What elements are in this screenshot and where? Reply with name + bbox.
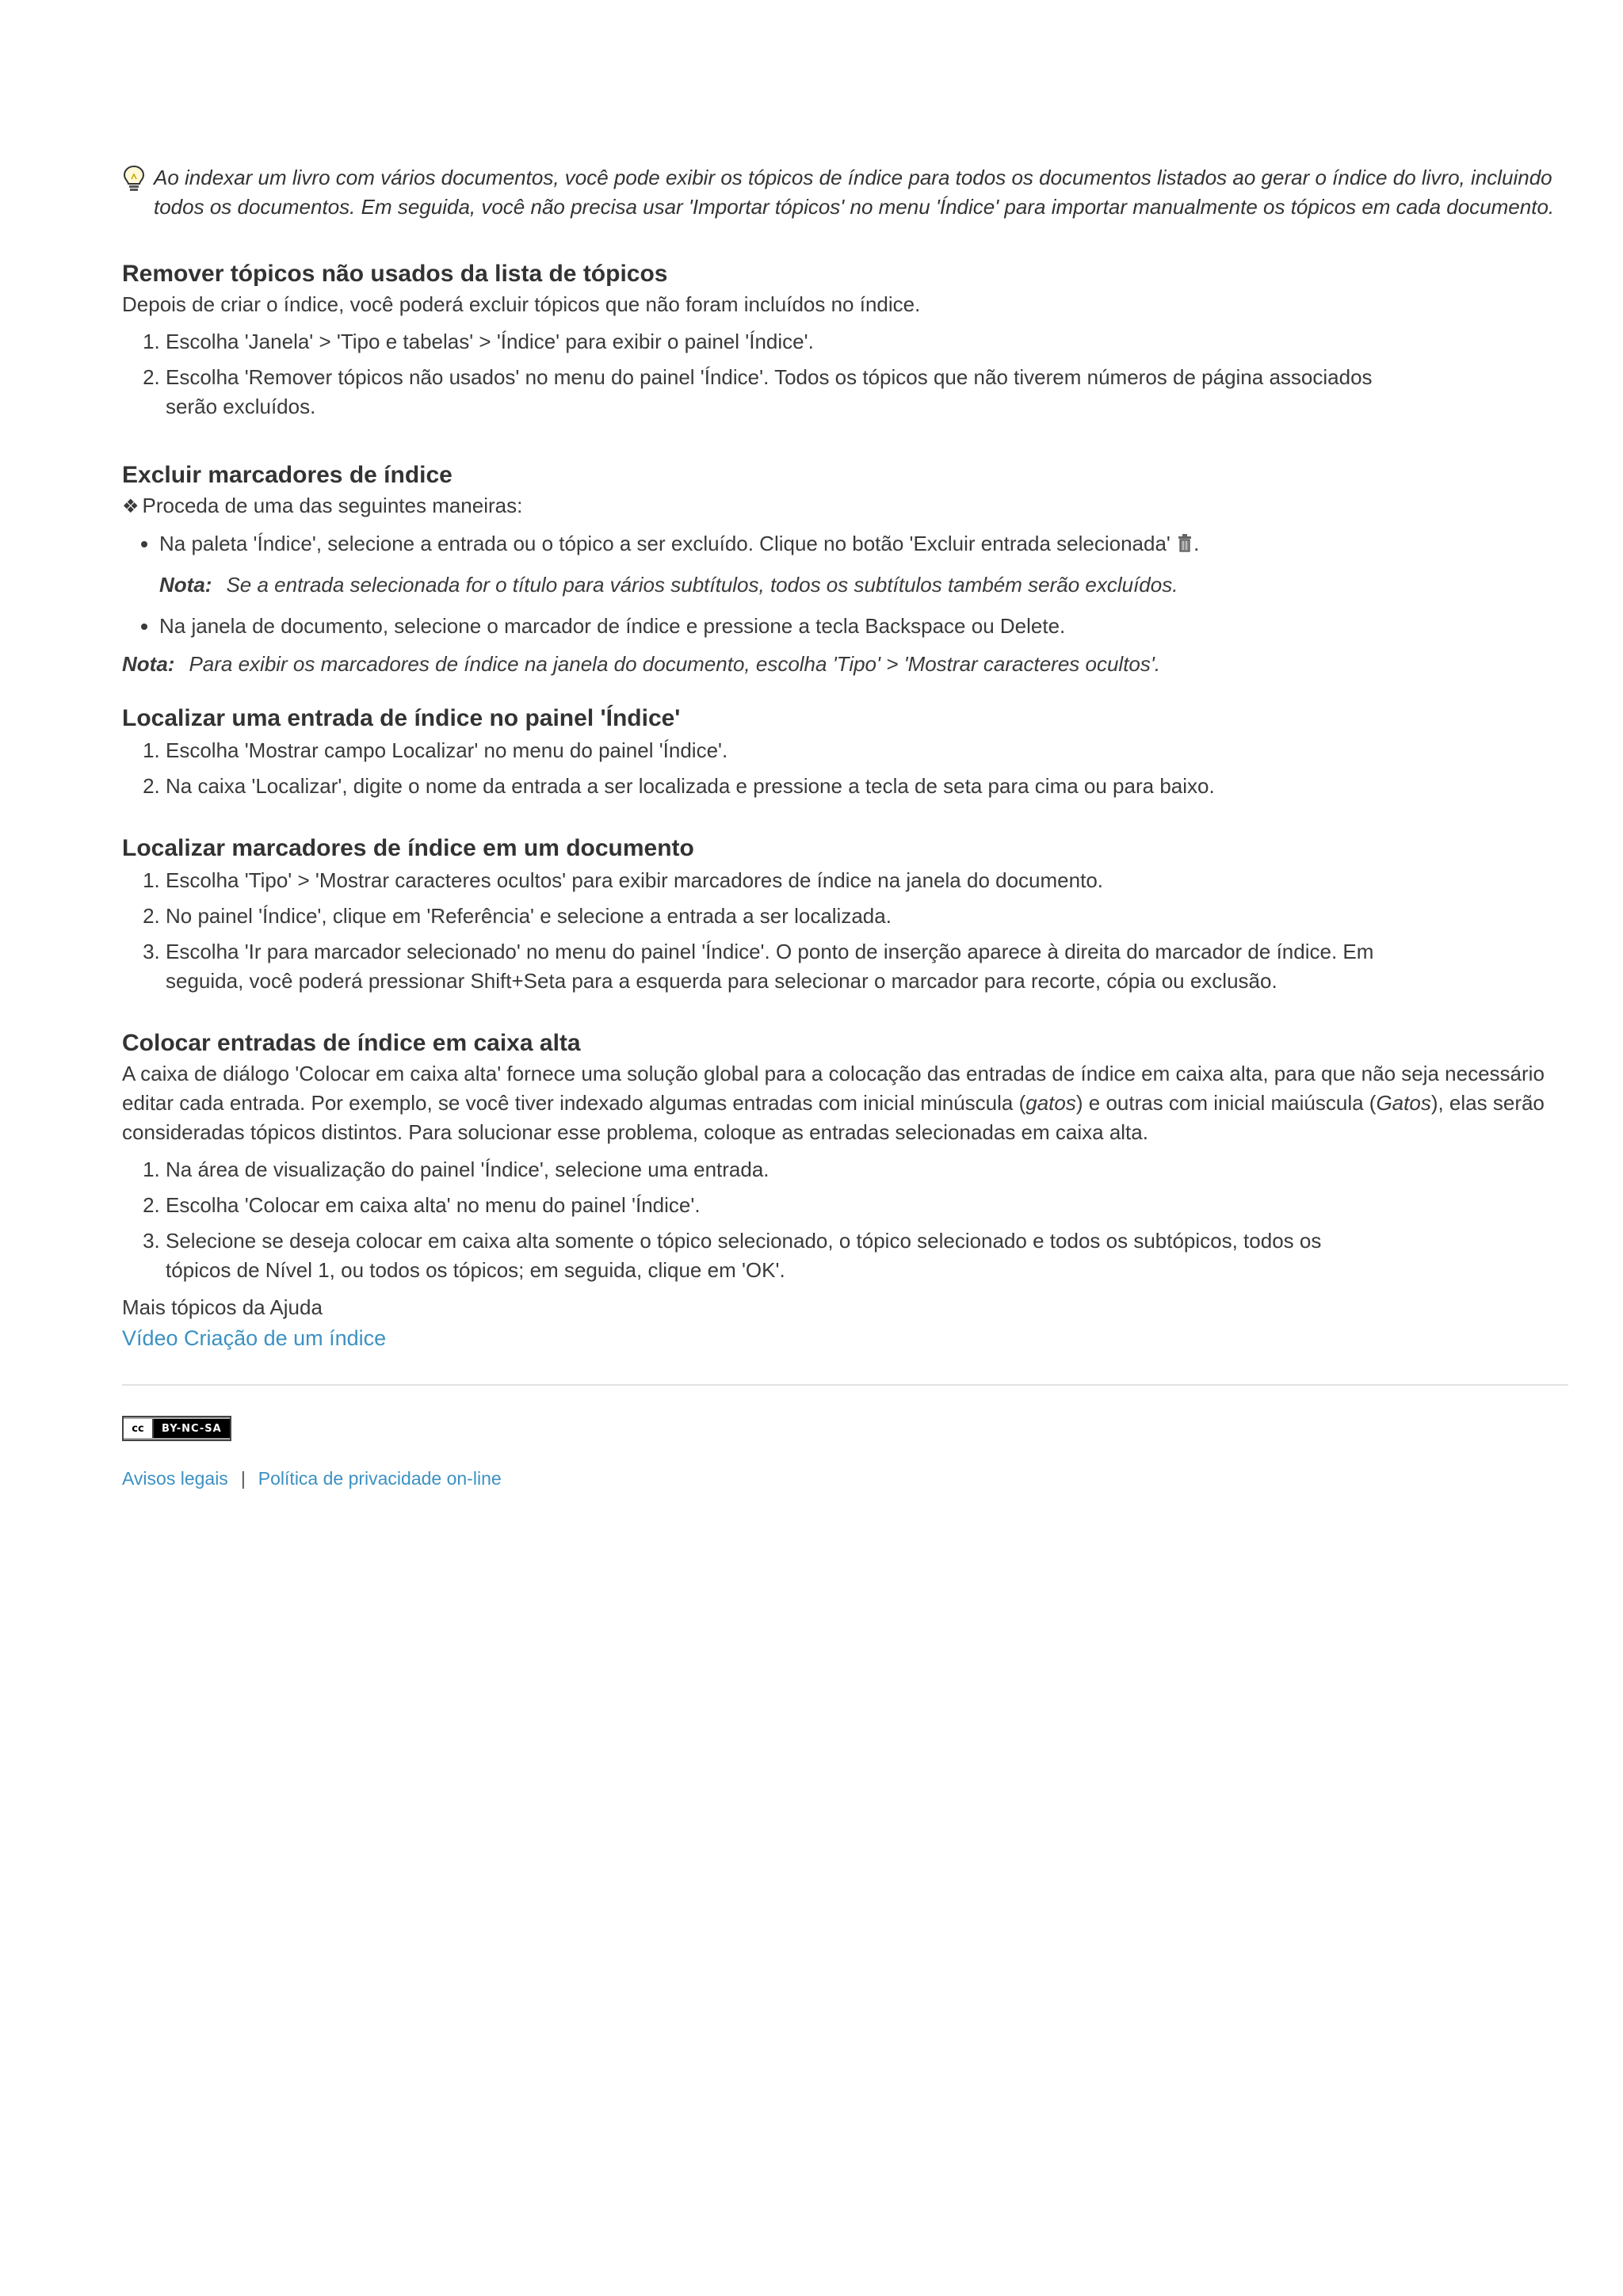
list-item: 1. Escolha 'Tipo' > 'Mostrar caracteres ocultos' para exibir marcadores de índice na janela do documento.: [166, 866, 1386, 895]
trash-icon: [1178, 534, 1192, 553]
steps-list: [122, 736, 1568, 801]
section-find-markers: [122, 833, 1568, 996]
list-item: 1. Escolha 'Mostrar campo Localizar' no menu do painel 'Índice'.: [166, 736, 1568, 765]
diamond-bullet-icon: ❖: [122, 496, 139, 517]
section-intro: Depois de criar o índice, você poderá excluir tópicos que não foram incluídos no índice.: [122, 292, 921, 316]
tip-block: [122, 163, 1568, 222]
section-find-entry: [122, 703, 1568, 801]
section-title: Excluir marcadores de índice: [122, 462, 453, 488]
lightbulb-icon: [122, 165, 146, 193]
section-intro: Proceda de uma das seguintes maneiras:: [142, 494, 523, 517]
steps-list: [122, 1155, 1386, 1285]
more-help-label: Mais tópicos da Ajuda: [122, 1295, 323, 1319]
list-item: 3. Escolha 'Ir para marcador selecionado' no menu do painel 'Índice'. O ponto de inserção aparece à direita do marcador de índice. Em seguida, você poderá pressionar Shift+Seta para a esquerda para selecionar o marcador para recorte, cópia ou exclusão.: [166, 937, 1386, 996]
list-item: • Na paleta 'Índice', selecione a entrada ou o tópico a ser excluído. Clique no botão 'Excluir entrada selecionada' .: [159, 529, 1568, 559]
section-title: Remover tópicos não usados da lista de tópicos: [122, 261, 668, 287]
section-intro: A caixa de diálogo 'Colocar em caixa alta' fornece uma solução global para a colocação das entradas de índice em caixa alta, para que não seja necessário editar cada entrada. Por exemplo, se você tiver indexado algumas entradas com inicial minúscula (gatos) e outras com inicial maiúscula (Gatos), elas serão consideradas tópicos distintos. Para solucionar esse problema, coloque as entradas selecionadas em caixa alta.: [122, 1062, 1545, 1144]
section-delete-markers: [122, 460, 1568, 679]
note: [122, 650, 1568, 679]
divider: [122, 1384, 1568, 1386]
license-text: BY-NC-SA: [154, 1419, 230, 1438]
privacy-policy-link[interactable]: Política de privacidade on-line: [258, 1468, 502, 1489]
page-content: [122, 163, 1568, 1489]
note-text: Para exibir os marcadores de índice na janela do documento, escolha 'Tipo' > 'Mostrar caracteres ocultos'.: [189, 652, 1161, 676]
list-item: 3. Selecione se deseja colocar em caixa alta somente o tópico selecionado, o tópico selecionado e todos os subtópicos, todos os tópicos de Nível 1, ou todos os tópicos; em seguida, clique em 'OK'.: [166, 1226, 1386, 1285]
note-label: Nota:: [159, 573, 212, 597]
section-title: Localizar marcadores de índice em um documento: [122, 835, 694, 861]
steps-list: [122, 327, 1386, 421]
video-link[interactable]: Vídeo Criação de um índice: [122, 1326, 387, 1350]
list-item: 2. No painel 'Índice', clique em 'Referência' e selecione a entrada a ser localizada.: [166, 902, 1386, 931]
inset-note: [159, 570, 1568, 600]
license-badge[interactable]: [122, 1416, 1568, 1441]
section-title: Localizar uma entrada de índice no painel 'Índice': [122, 705, 681, 731]
list-item: 1. Escolha 'Janela' > 'Tipo e tabelas' > 'Índice' para exibir o painel 'Índice'.: [166, 327, 1386, 357]
list-item: 2. Escolha 'Colocar em caixa alta' no menu do painel 'Índice'.: [166, 1191, 1386, 1220]
section-title: Colocar entradas de índice em caixa alta: [122, 1030, 581, 1056]
more-help: [122, 1293, 1568, 1354]
footer-links: [122, 1468, 1568, 1489]
section-remove-topics: [122, 258, 1568, 421]
list-item: 2. Escolha 'Remover tópicos não usados' no menu do painel 'Índice'. Todos os tópicos que não tiverem números de página associados serão excluídos.: [166, 363, 1386, 421]
footer-separator: |: [240, 1468, 246, 1489]
cc-logo: cc: [124, 1419, 154, 1438]
list-item: 2. Na caixa 'Localizar', digite o nome da entrada a ser localizada e pressione a tecla de seta para cima ou para baixo.: [166, 772, 1568, 801]
note-text: Se a entrada selecionada for o título para vários subtítulos, todos os subtítulos também serão excluídos.: [226, 573, 1178, 597]
bullet-list: [122, 529, 1568, 641]
list-item: 1. Na área de visualização do painel 'Índice', selecione uma entrada.: [166, 1155, 1386, 1184]
legal-notices-link[interactable]: Avisos legais: [122, 1468, 228, 1489]
steps-list: [122, 866, 1386, 996]
list-item: • Na janela de documento, selecione o marcador de índice e pressione a tecla Backspace ou Delete.: [159, 612, 1568, 641]
note-label: Nota:: [122, 652, 175, 676]
section-capitalize: [122, 1028, 1568, 1285]
tip-text: Ao indexar um livro com vários documentos, você pode exibir os tópicos de índice para todos os documentos listados ao gerar o índice do livro, incluindo todos os documentos. Em seguida, você não precisa usar 'Importar tópicos' no menu 'Índice' para importar manualmente os tópicos em cada documento.: [154, 166, 1555, 219]
